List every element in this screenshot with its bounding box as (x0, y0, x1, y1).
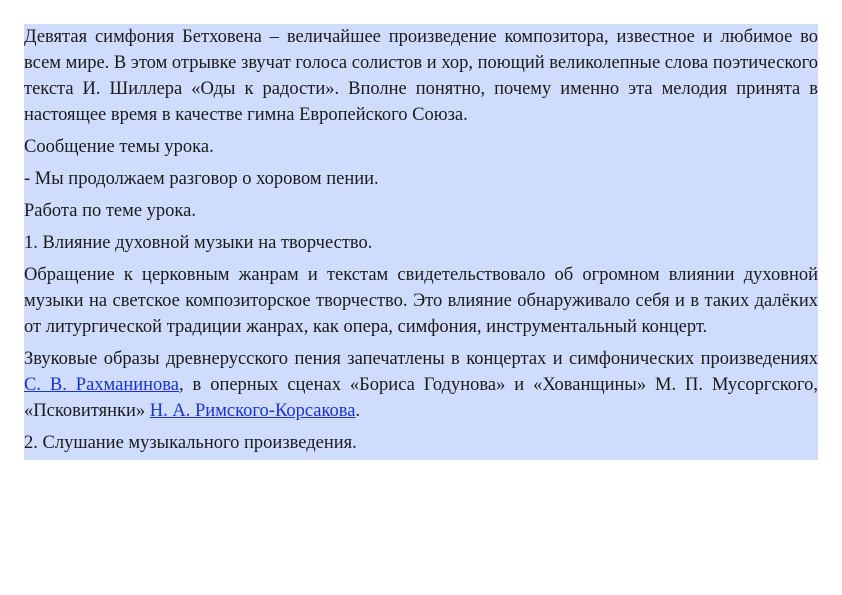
paragraph-work-on-topic: Работа по теме урока. (24, 201, 196, 221)
paragraph-beethoven: Девятая симфония Бетховена – величайшее произведение композитора, известное и любимое во всем мире. В этом отрывке звучат голоса солистов и хор, поющий великолепные слова поэтического текста И. Шиллера «Оды к радости». Вполне понятно, почему именно эта мелодия принята в настоящее время в качестве гимна Европейского Союза. (24, 27, 818, 125)
link-rachmaninov[interactable]: С. В. Рахманинова (24, 375, 179, 395)
text-block (24, 24, 818, 460)
paragraph-choral-singing: - Мы продолжаем разговор о хоровом пении. (24, 169, 379, 189)
paragraph-text-part-3: . (355, 401, 361, 421)
paragraph-lesson-topic: Сообщение темы урока. (24, 137, 214, 157)
paragraph-section-2-heading: 2. Слушание музыкального произведения. (24, 433, 357, 453)
paragraph-text-part-1: Звуковые образы древнерусского пения запечатлены в концертах и симфонических произведениях (24, 349, 818, 369)
paragraph-text-part-2: , в оперных сценах «Бориса Годунова» и «Хованщины» М. П. Мусоргского, «Псковитянки» (24, 375, 818, 421)
paragraph-church-genres: Обращение к церковным жанрам и текстам свидетельствовало об огромном влиянии духовной музыки на светское композиторское творчество. Это влияние обнаруживало себя и в таких далёких от литургической традиции жанрах, как опера, симфония, инструментальный концерт. (24, 265, 818, 337)
paragraph-old-russian-chant (24, 346, 818, 430)
paragraph-section-1-heading: 1. Влияние духовной музыки на творчество. (24, 233, 373, 253)
link-rimsky-korsakov[interactable]: Н. А. Римского-Корсакова (149, 401, 356, 421)
